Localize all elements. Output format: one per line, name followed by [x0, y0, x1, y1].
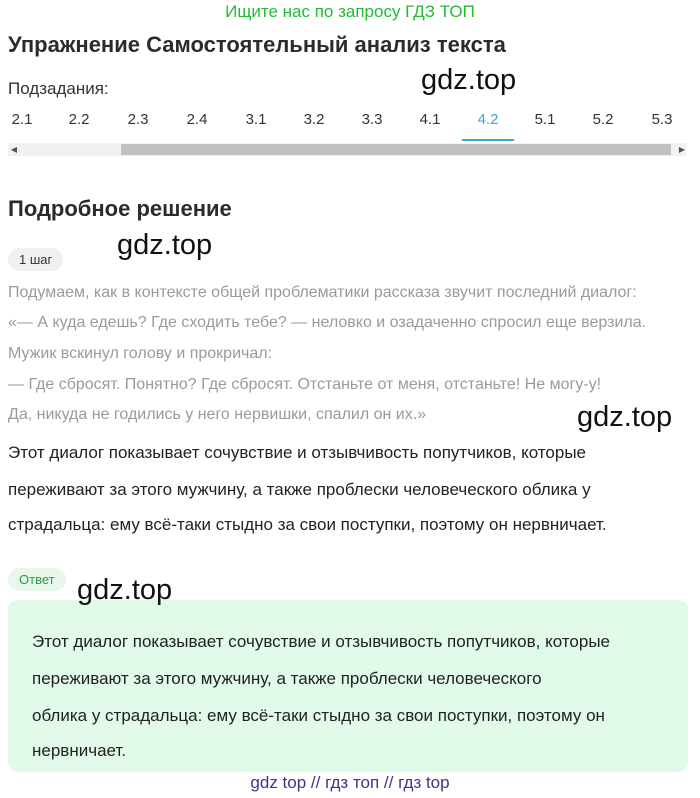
step-badge: 1 шаг: [8, 248, 63, 271]
solution-line: Этот диалог показывает сочувствие и отзывчивость попутчиков, которые: [8, 443, 586, 462]
scrollbar-thumb[interactable]: [121, 144, 671, 155]
quote-line: Мужик вскинул голову и прокричал:: [8, 345, 273, 362]
watermark: gdz.top: [77, 574, 173, 606]
answer-line: нервничает.: [32, 741, 127, 760]
answer-line: облика у страдальца: ему всё-таки стыдно за свои поступки, поэтому он: [32, 706, 605, 725]
answer-badge: Ответ: [8, 568, 66, 591]
watermark: gdz.top: [117, 229, 213, 261]
tab-4-2-active[interactable]: 4.2: [462, 109, 514, 141]
tab-3-3[interactable]: 3.3: [361, 111, 383, 128]
quote-line: Да, никуда не годились у него нервишки, спалил он их.»: [8, 406, 427, 423]
solution-title: Подробное решение: [8, 196, 232, 221]
tab-2-2[interactable]: 2.2: [68, 111, 90, 128]
tab-5-2[interactable]: 5.2: [592, 111, 614, 128]
tab-5-1[interactable]: 5.1: [534, 111, 556, 128]
subtask-tabs: [8, 109, 694, 141]
tab-5-3[interactable]: 5.3: [651, 111, 673, 128]
scroll-left-arrow-icon[interactable]: ◀: [10, 145, 18, 154]
quote-line: — Где сбросят. Понятно? Где сбросят. Отстаньте от меня, отстаньте! Не могу-у!: [8, 376, 602, 393]
solution-line: переживают за этого мужчину, а также проблески человеческого облика у: [8, 480, 591, 499]
answer-line: Этот диалог показывает сочувствие и отзывчивость попутчиков, которые: [32, 632, 610, 651]
tab-2-3[interactable]: 2.3: [127, 111, 149, 128]
tab-4-1[interactable]: 4.1: [419, 111, 441, 128]
tab-3-1[interactable]: 3.1: [245, 111, 267, 128]
top-banner[interactable]: Ищите нас по запросу ГДЗ ТОП: [225, 2, 475, 21]
footer-links[interactable]: gdz top // гдз топ // гдз top: [250, 773, 450, 792]
answer-line: переживают за этого мужчину, а также проблески человеческого: [32, 669, 542, 688]
solution-line: страдальца: ему всё-таки стыдно за свои поступки, поэтому он нервничает.: [8, 515, 607, 534]
exercise-title: Упражнение Самостоятельный анализ текста: [8, 32, 506, 57]
tab-2-4[interactable]: 2.4: [186, 111, 208, 128]
watermark: gdz.top: [421, 64, 517, 96]
quote-line: Подумаем, как в контексте общей проблематики рассказа звучит последний диалог:: [8, 284, 637, 301]
scroll-right-arrow-icon[interactable]: ▶: [678, 145, 686, 154]
subtasks-label: Подзадания:: [8, 79, 109, 98]
tab-3-2[interactable]: 3.2: [303, 111, 325, 128]
tab-2-1[interactable]: 2.1: [11, 111, 33, 128]
watermark: gdz.top: [577, 401, 673, 433]
quote-line: «— А куда едешь? Где сходить тебе? — неловко и озадаченно спросил еще верзила.: [8, 314, 647, 331]
